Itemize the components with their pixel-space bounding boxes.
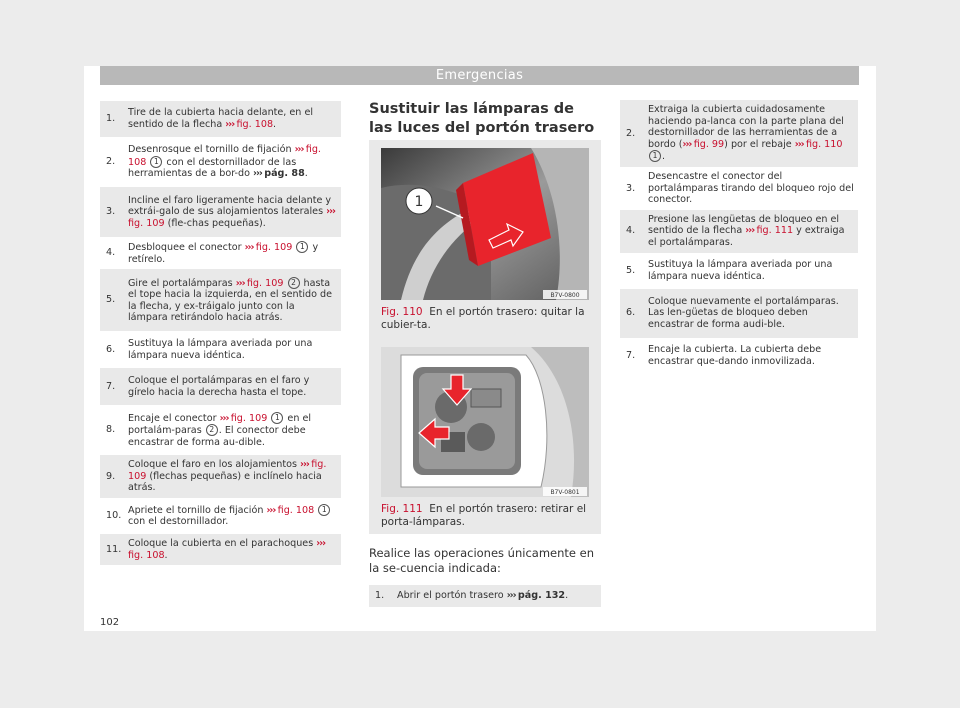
reference-text: fig. 108 <box>277 504 315 516</box>
step-row <box>620 167 858 210</box>
step-row <box>620 100 858 167</box>
step-number: 6. <box>106 343 116 355</box>
section-title: Sustituir las lámparas de las luces del portón trasero <box>369 100 601 145</box>
callout-number: 1 <box>150 156 162 168</box>
reference-text: fig. 108 <box>236 119 274 130</box>
step-row <box>100 137 341 187</box>
figure-reference[interactable] <box>220 413 268 424</box>
step-text-part: Extraiga la cubierta cuidadosamente haciendo pa-lanca con la parte plana del destornillador de las herramientas de a bordo ( <box>648 104 844 150</box>
arrows-icon: ››› <box>506 590 518 602</box>
step-text <box>648 104 854 163</box>
figure-111-box <box>369 339 601 534</box>
arrows-icon: ››› <box>682 138 694 150</box>
step-text-part: con el destornillador de las herramientas de a bor-do <box>128 156 297 180</box>
step-text-part: Coloque el faro en los alojamientos <box>128 459 300 471</box>
step-number: 5. <box>626 264 636 276</box>
step-text-part: . <box>164 549 168 561</box>
figure-110-code: B7V-0800 <box>550 292 580 299</box>
reference-text: fig. 108 <box>128 549 165 561</box>
step-text <box>128 504 337 528</box>
step-row <box>100 331 341 368</box>
step-row <box>620 289 858 338</box>
step-row <box>369 585 601 607</box>
step-row <box>620 253 858 289</box>
step-text <box>128 277 337 324</box>
arrows-icon: ››› <box>745 225 757 237</box>
arrows-icon: ››› <box>794 138 806 150</box>
reference-text: fig. 109 <box>128 217 165 229</box>
step-text-part: Encaje el conector <box>128 412 220 424</box>
step-text-part: . <box>662 151 666 163</box>
callout-number: 1 <box>271 412 283 424</box>
page-reference[interactable] <box>253 168 305 179</box>
step-row <box>100 101 341 137</box>
step-text <box>128 107 337 130</box>
step-row <box>100 498 341 534</box>
step-text-part: hasta el tope hacia la izquierda, en el sentido de la flecha, y ex-tráigalo junto con la lámpara retirándolo hacia atrás. <box>128 277 333 324</box>
figure-111-code: B7V-0801 <box>550 489 580 496</box>
step-number: 1. <box>375 590 385 602</box>
step-number: 5. <box>106 294 116 306</box>
step-text <box>128 538 337 561</box>
step-number: 10. <box>106 510 122 522</box>
step-text-part: y extraiga el portalámparas. <box>648 225 845 248</box>
step-text-part: . <box>565 590 569 602</box>
step-number: 4. <box>106 247 116 259</box>
reference-text: fig. 99 <box>693 138 725 150</box>
step-row <box>100 269 341 331</box>
step-text <box>648 171 854 206</box>
step-number: 3. <box>106 206 116 218</box>
step-text <box>648 296 854 331</box>
step-number: 9. <box>106 470 116 482</box>
step-text <box>128 412 337 449</box>
step-number: 8. <box>106 424 116 436</box>
figure-reference[interactable] <box>266 505 314 516</box>
arrows-icon: ››› <box>244 242 256 253</box>
step-row <box>100 455 341 498</box>
reference-text: pág. 132 <box>517 590 566 602</box>
reference-text: fig. 111 <box>756 225 794 237</box>
step-text-part: Desencastre el conector del portalámparas tirando del bloqueo rojo del conector. <box>648 170 854 206</box>
step-row <box>620 210 858 253</box>
arrows-icon: ››› <box>225 119 237 130</box>
callout-number: 1 <box>649 150 661 162</box>
figure-111-image <box>381 347 589 497</box>
arrows-icon: ››› <box>300 459 312 471</box>
arrows-icon: ››› <box>294 144 306 156</box>
figure-110-box <box>369 140 601 339</box>
step-text <box>128 195 337 230</box>
figure-110-callout <box>406 188 432 214</box>
step-number: 4. <box>626 225 636 237</box>
svg-text:1: 1 <box>414 194 424 210</box>
step-number: 7. <box>626 349 636 361</box>
step-number: 2. <box>106 156 116 168</box>
step-text-part: Encaje la cubierta. La cubierta debe encastrar que-dando inmovilizada. <box>648 343 822 367</box>
step-text-part: Apriete el tornillo de fijación <box>128 504 267 516</box>
figure-reference[interactable] <box>683 139 725 150</box>
step-text-part: y retírelo. <box>128 242 319 265</box>
step-text-part: . <box>273 119 277 130</box>
step-text-part: Coloque el portalámparas en el faro y gírelo hacia la derecha hasta el tope. <box>128 375 310 398</box>
right-step-list <box>620 100 858 374</box>
figure-110-caption: Fig. 110 En el portón trasero: quitar la cubier-ta. <box>381 306 585 331</box>
step-text <box>648 214 854 249</box>
arrows-icon: ››› <box>235 277 247 289</box>
step-number: 6. <box>626 307 636 319</box>
reference-text: fig. 110 <box>805 138 843 150</box>
figure-reference[interactable] <box>795 139 843 150</box>
figure-reference[interactable] <box>225 119 273 130</box>
section-header: Emergencias <box>100 66 859 85</box>
intro-text: Realice las operaciones únicamente en la se-cuencia indicada: <box>369 546 594 575</box>
step-text-part: . El conector debe encastrar de forma au-dible. <box>128 425 306 448</box>
figure-reference[interactable] <box>245 242 293 253</box>
step-text-part: . <box>304 168 308 180</box>
callout-number: 1 <box>296 241 308 253</box>
arrows-icon: ››› <box>316 537 326 549</box>
reference-text: fig. 108 <box>128 144 321 168</box>
step-row <box>100 534 341 565</box>
arrows-icon: ››› <box>266 504 278 516</box>
step-text-part: ) por el rebaje <box>724 138 795 150</box>
step-number: 1. <box>106 113 116 125</box>
step-text-part: en el portalám-paras <box>128 412 312 437</box>
reference-text: pág. 88 <box>264 168 305 180</box>
step-text-part: Abrir el portón trasero <box>397 590 507 602</box>
step-number: 11. <box>106 543 122 555</box>
page-reference[interactable] <box>507 590 565 601</box>
step-row <box>100 237 341 269</box>
middle-step-list <box>369 585 601 607</box>
step-text-part: Coloque nuevamente el portalámparas. Las len-güetas de bloqueo deben encastrar de forma audi-ble. <box>648 295 839 330</box>
arrows-icon: ››› <box>326 206 335 218</box>
arrows-icon: ››› <box>219 412 231 424</box>
step-text <box>128 375 337 398</box>
step-text <box>128 459 337 494</box>
reference-text: fig. 109 <box>255 242 293 253</box>
step-number: 3. <box>626 182 636 194</box>
arrows-icon: ››› <box>253 168 265 180</box>
step-text <box>128 241 337 265</box>
reference-text: fig. 109 <box>128 459 327 482</box>
step-text-part: Desenrosque el tornillo de fijación <box>128 144 295 156</box>
step-text-part: Coloque la cubierta en el parachoques <box>128 537 317 549</box>
step-row <box>100 368 341 405</box>
callout-number: 2 <box>206 424 218 436</box>
step-row <box>620 338 858 374</box>
reference-text: fig. 109 <box>246 277 284 289</box>
page-number: 102 <box>100 617 120 628</box>
step-text <box>648 259 854 282</box>
step-text <box>648 344 854 367</box>
step-row <box>100 405 341 455</box>
step-text-part: Desbloquee el conector <box>128 242 245 253</box>
step-text-part: Sustituya la lámpara averiada por una lámpara nueva idéntica. <box>648 258 833 282</box>
left-step-list <box>100 101 341 565</box>
figure-reference[interactable] <box>236 278 284 289</box>
step-number: 2. <box>626 127 636 139</box>
step-text <box>128 144 337 180</box>
figure-111-caption: Fig. 111 En el portón trasero: retirar el porta-lámparas. <box>381 503 587 528</box>
step-text <box>128 338 337 361</box>
figure-reference[interactable] <box>745 225 793 236</box>
callout-number: 2 <box>288 277 300 289</box>
step-number: 7. <box>106 380 116 392</box>
step-text-part: (flechas pequeñas) e inclínelo hacia atrás. <box>128 470 322 494</box>
figure-110-image <box>381 148 589 300</box>
step-text-part: Gire el portalámparas <box>128 277 236 289</box>
step-text-part: Presione las lengüetas de bloqueo en el sentido de la flecha <box>648 213 840 237</box>
step-text-part: con el destornillador. <box>128 516 229 528</box>
step-text <box>397 590 597 602</box>
reference-text: fig. 109 <box>230 412 268 424</box>
step-text-part: Incline el faro ligeramente hacia delante y extrái-galo de sus alojamientos laterales <box>128 194 332 218</box>
step-text-part: Tire de la cubierta hacia delante, en el sentido de la flecha <box>128 107 314 130</box>
step-text-part: (fle-chas pequeñas). <box>164 217 266 229</box>
step-text-part: Sustituya la lámpara averiada por una lámpara nueva idéntica. <box>128 338 313 361</box>
step-row <box>100 187 341 237</box>
callout-number: 1 <box>318 504 330 516</box>
